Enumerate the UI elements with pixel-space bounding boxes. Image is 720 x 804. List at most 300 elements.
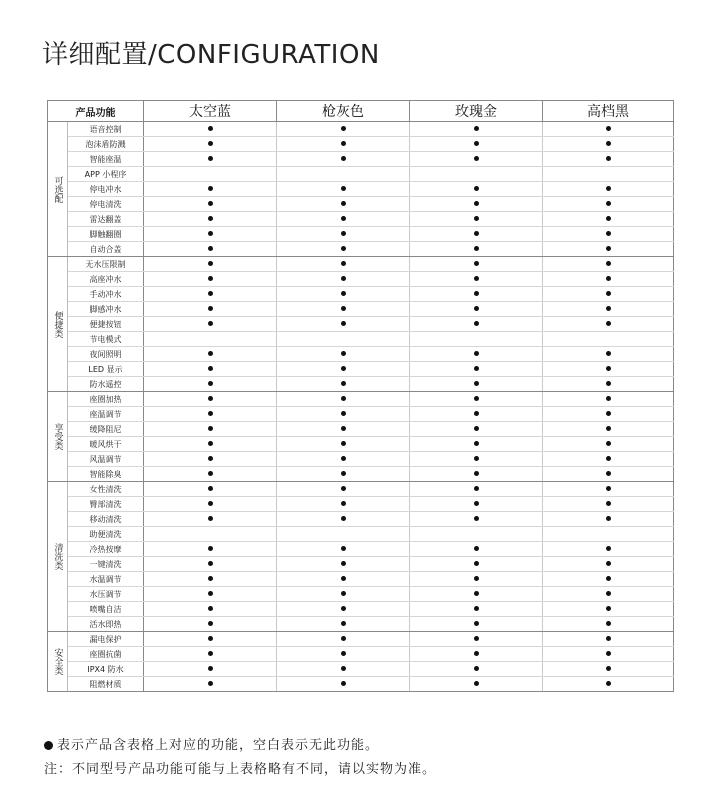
footnote: 注：不同型号产品功能可能与上表格略有不同，请以实物为准。 xyxy=(44,762,437,777)
table-row xyxy=(48,662,674,677)
included-dot-icon xyxy=(208,501,213,506)
feature-name: 停电清洗 xyxy=(68,197,144,212)
feature-name: 泡沫盾防溅 xyxy=(68,137,144,152)
availability-cell xyxy=(144,227,277,242)
availability-cell xyxy=(144,347,277,362)
availability-cell xyxy=(277,137,410,152)
availability-cell xyxy=(144,242,277,257)
feature-name: 脚感冲水 xyxy=(68,302,144,317)
availability-cell xyxy=(144,287,277,302)
availability-cell xyxy=(277,152,410,167)
availability-cell xyxy=(543,392,674,407)
availability-cell xyxy=(543,467,674,482)
included-dot-icon xyxy=(474,291,479,296)
availability-cell xyxy=(144,437,277,452)
feature-name: 停电冲水 xyxy=(68,182,144,197)
included-dot-icon xyxy=(474,321,479,326)
included-dot-icon xyxy=(341,666,346,671)
availability-cell xyxy=(543,332,674,347)
availability-cell xyxy=(410,527,543,542)
included-dot-icon xyxy=(341,261,346,266)
availability-cell xyxy=(277,527,410,542)
table-row xyxy=(48,512,674,527)
availability-cell xyxy=(543,452,674,467)
availability-cell xyxy=(144,512,277,527)
availability-cell xyxy=(277,317,410,332)
feature-name: 水压调节 xyxy=(68,587,144,602)
included-dot-icon xyxy=(606,441,611,446)
included-dot-icon xyxy=(341,456,346,461)
availability-cell xyxy=(277,227,410,242)
table-row xyxy=(48,167,674,182)
availability-cell xyxy=(410,167,543,182)
included-dot-icon xyxy=(474,126,479,131)
group-label: 可选配 xyxy=(48,122,68,257)
availability-cell xyxy=(410,317,543,332)
availability-cell xyxy=(543,422,674,437)
included-dot-icon xyxy=(341,246,346,251)
table-row xyxy=(48,122,674,137)
included-dot-icon xyxy=(474,606,479,611)
page-title: 详细配置/CONFIGURATION xyxy=(42,40,380,70)
availability-cell xyxy=(543,647,674,662)
included-dot-icon xyxy=(341,591,346,596)
included-dot-icon xyxy=(208,396,213,401)
included-dot-icon xyxy=(474,426,479,431)
group-label: 清洗类 xyxy=(48,482,68,632)
availability-cell xyxy=(543,287,674,302)
feature-name: 节电模式 xyxy=(68,332,144,347)
availability-cell xyxy=(410,287,543,302)
included-dot-icon xyxy=(474,231,479,236)
included-dot-icon xyxy=(341,501,346,506)
availability-cell xyxy=(144,332,277,347)
availability-cell xyxy=(144,482,277,497)
availability-cell xyxy=(543,152,674,167)
included-dot-icon xyxy=(474,651,479,656)
included-dot-icon xyxy=(208,186,213,191)
included-dot-icon xyxy=(606,651,611,656)
included-dot-icon xyxy=(606,501,611,506)
availability-cell xyxy=(277,422,410,437)
availability-cell xyxy=(543,512,674,527)
included-dot-icon xyxy=(341,366,346,371)
included-dot-icon xyxy=(606,381,611,386)
included-dot-icon xyxy=(208,426,213,431)
availability-cell xyxy=(410,482,543,497)
included-dot-icon xyxy=(606,621,611,626)
feature-name: 移动清洗 xyxy=(68,512,144,527)
table-row xyxy=(48,377,674,392)
feature-name: 臀部清洗 xyxy=(68,497,144,512)
included-dot-icon xyxy=(474,186,479,191)
feature-name: 座圈加热 xyxy=(68,392,144,407)
table-row xyxy=(48,422,674,437)
availability-cell xyxy=(277,212,410,227)
table-row xyxy=(48,437,674,452)
included-dot-icon xyxy=(606,591,611,596)
table-row xyxy=(48,527,674,542)
legend xyxy=(44,734,379,753)
included-dot-icon xyxy=(606,351,611,356)
included-dot-icon xyxy=(606,426,611,431)
table-row xyxy=(48,272,674,287)
availability-cell xyxy=(543,317,674,332)
included-dot-icon xyxy=(341,561,346,566)
availability-cell xyxy=(410,227,543,242)
included-dot-icon xyxy=(208,411,213,416)
included-dot-icon xyxy=(341,426,346,431)
included-dot-icon xyxy=(474,276,479,281)
included-dot-icon xyxy=(208,486,213,491)
availability-cell xyxy=(543,182,674,197)
included-dot-icon xyxy=(341,441,346,446)
availability-cell xyxy=(144,647,277,662)
included-dot-icon xyxy=(341,546,346,551)
included-dot-icon xyxy=(208,471,213,476)
availability-cell xyxy=(277,347,410,362)
table-row xyxy=(48,197,674,212)
availability-cell xyxy=(144,272,277,287)
included-dot-icon xyxy=(208,681,213,686)
feature-name: 水温调节 xyxy=(68,572,144,587)
included-dot-icon xyxy=(208,306,213,311)
availability-cell xyxy=(410,272,543,287)
availability-cell xyxy=(543,407,674,422)
availability-cell xyxy=(277,257,410,272)
availability-cell xyxy=(543,437,674,452)
availability-cell xyxy=(543,542,674,557)
availability-cell xyxy=(410,497,543,512)
included-dot-icon xyxy=(606,201,611,206)
included-dot-icon xyxy=(474,456,479,461)
availability-cell xyxy=(410,377,543,392)
availability-cell xyxy=(144,602,277,617)
availability-cell xyxy=(543,272,674,287)
included-dot-icon xyxy=(341,351,346,356)
configuration-table xyxy=(47,100,674,692)
feature-name: 夜间照明 xyxy=(68,347,144,362)
availability-cell xyxy=(543,122,674,137)
included-dot-icon xyxy=(208,651,213,656)
availability-cell xyxy=(543,662,674,677)
availability-cell xyxy=(543,362,674,377)
availability-cell xyxy=(144,407,277,422)
included-dot-icon xyxy=(474,381,479,386)
included-dot-icon xyxy=(606,561,611,566)
availability-cell xyxy=(277,647,410,662)
availability-cell xyxy=(410,617,543,632)
included-dot-icon xyxy=(606,486,611,491)
feature-name: APP 小程序 xyxy=(68,167,144,182)
feature-name: 冷热按摩 xyxy=(68,542,144,557)
availability-cell xyxy=(410,152,543,167)
availability-cell xyxy=(410,392,543,407)
availability-cell xyxy=(144,137,277,152)
table-header-row xyxy=(48,101,674,122)
availability-cell xyxy=(144,122,277,137)
availability-cell xyxy=(277,497,410,512)
availability-cell xyxy=(277,272,410,287)
availability-cell xyxy=(277,662,410,677)
table-row xyxy=(48,137,674,152)
availability-cell xyxy=(543,587,674,602)
included-dot-icon xyxy=(474,411,479,416)
availability-cell xyxy=(410,197,543,212)
included-dot-icon xyxy=(474,486,479,491)
availability-cell xyxy=(277,467,410,482)
included-dot-icon xyxy=(474,591,479,596)
included-dot-icon xyxy=(208,546,213,551)
included-dot-icon xyxy=(341,156,346,161)
included-dot-icon xyxy=(474,261,479,266)
included-dot-icon xyxy=(341,381,346,386)
table-row xyxy=(48,287,674,302)
included-dot-icon xyxy=(208,441,213,446)
feature-name: 自动合盖 xyxy=(68,242,144,257)
table-row xyxy=(48,557,674,572)
included-dot-icon xyxy=(208,246,213,251)
availability-cell xyxy=(410,302,543,317)
availability-cell xyxy=(277,542,410,557)
availability-cell xyxy=(410,647,543,662)
availability-cell xyxy=(144,167,277,182)
table-row xyxy=(48,317,674,332)
feature-name: IPX4 防水 xyxy=(68,662,144,677)
availability-cell xyxy=(543,302,674,317)
availability-cell xyxy=(543,257,674,272)
availability-cell xyxy=(410,662,543,677)
availability-cell xyxy=(410,512,543,527)
table-row xyxy=(48,242,674,257)
availability-cell xyxy=(144,362,277,377)
table-row xyxy=(48,212,674,227)
availability-cell xyxy=(410,332,543,347)
included-dot-icon xyxy=(341,276,346,281)
table-row xyxy=(48,257,674,272)
availability-cell xyxy=(543,557,674,572)
included-dot-icon xyxy=(341,606,346,611)
included-dot-icon xyxy=(606,636,611,641)
included-dot-icon xyxy=(606,366,611,371)
availability-cell xyxy=(543,242,674,257)
included-dot-icon xyxy=(341,126,346,131)
included-dot-icon xyxy=(474,351,479,356)
availability-cell xyxy=(410,557,543,572)
availability-cell xyxy=(543,677,674,692)
table-row xyxy=(48,542,674,557)
included-dot-icon xyxy=(606,261,611,266)
availability-cell xyxy=(144,557,277,572)
feature-name: 活水即热 xyxy=(68,617,144,632)
table-row xyxy=(48,392,674,407)
availability-cell xyxy=(144,587,277,602)
included-dot-icon xyxy=(474,396,479,401)
feature-name: 雷达翻盖 xyxy=(68,212,144,227)
included-dot-icon xyxy=(341,471,346,476)
feature-name: LED 显示 xyxy=(68,362,144,377)
table-row xyxy=(48,302,674,317)
availability-cell xyxy=(144,257,277,272)
availability-cell xyxy=(144,467,277,482)
model-column-header: 太空蓝 xyxy=(144,101,277,122)
included-dot-icon xyxy=(341,321,346,326)
included-dot-icon xyxy=(208,636,213,641)
included-dot-icon xyxy=(606,456,611,461)
included-dot-icon xyxy=(606,681,611,686)
availability-cell xyxy=(277,407,410,422)
included-dot-icon xyxy=(341,306,346,311)
included-dot-icon xyxy=(208,261,213,266)
included-dot-icon xyxy=(341,576,346,581)
included-dot-icon xyxy=(208,621,213,626)
availability-cell xyxy=(277,332,410,347)
included-dot-icon xyxy=(208,276,213,281)
availability-cell xyxy=(410,437,543,452)
availability-cell xyxy=(410,362,543,377)
availability-cell xyxy=(277,167,410,182)
table-row xyxy=(48,362,674,377)
table-row xyxy=(48,572,674,587)
availability-cell xyxy=(277,182,410,197)
feature-name: 无水压限制 xyxy=(68,257,144,272)
availability-cell xyxy=(277,572,410,587)
feature-name: 喷嘴自洁 xyxy=(68,602,144,617)
model-column-header: 枪灰色 xyxy=(277,101,410,122)
feature-name: 漏电保护 xyxy=(68,632,144,647)
included-dot-icon xyxy=(208,201,213,206)
availability-cell xyxy=(410,467,543,482)
availability-cell xyxy=(410,347,543,362)
availability-cell xyxy=(144,422,277,437)
availability-cell xyxy=(144,497,277,512)
included-dot-icon xyxy=(341,186,346,191)
availability-cell xyxy=(277,587,410,602)
feature-name: 智能座温 xyxy=(68,152,144,167)
availability-cell xyxy=(543,572,674,587)
included-dot-icon xyxy=(474,366,479,371)
included-dot-icon xyxy=(606,306,611,311)
availability-cell xyxy=(543,497,674,512)
table-row xyxy=(48,482,674,497)
availability-cell xyxy=(543,197,674,212)
table-row xyxy=(48,407,674,422)
table-row xyxy=(48,332,674,347)
feature-name: 暖风烘干 xyxy=(68,437,144,452)
included-dot-icon xyxy=(474,636,479,641)
availability-cell xyxy=(144,632,277,647)
included-dot-icon xyxy=(606,231,611,236)
availability-cell xyxy=(277,242,410,257)
legend-text: 表示产品含表格上对应的功能，空白表示无此功能。 xyxy=(57,738,380,753)
included-dot-icon xyxy=(606,666,611,671)
table-row xyxy=(48,497,674,512)
feature-name: 智能除臭 xyxy=(68,467,144,482)
availability-cell xyxy=(144,392,277,407)
included-dot-icon xyxy=(474,471,479,476)
feature-name: 语音控制 xyxy=(68,122,144,137)
availability-cell xyxy=(277,602,410,617)
included-dot-icon xyxy=(606,411,611,416)
availability-cell xyxy=(144,452,277,467)
included-dot-icon xyxy=(341,141,346,146)
included-dot-icon xyxy=(341,621,346,626)
included-dot-icon xyxy=(208,561,213,566)
availability-cell xyxy=(410,122,543,137)
availability-cell xyxy=(144,572,277,587)
table-row xyxy=(48,587,674,602)
availability-cell xyxy=(410,677,543,692)
availability-cell xyxy=(277,452,410,467)
group-label: 便捷类 xyxy=(48,257,68,392)
availability-cell xyxy=(277,512,410,527)
included-dot-icon xyxy=(341,411,346,416)
availability-cell xyxy=(543,377,674,392)
included-dot-icon xyxy=(606,396,611,401)
availability-cell xyxy=(410,542,543,557)
included-dot-icon xyxy=(208,291,213,296)
availability-cell xyxy=(144,302,277,317)
table-row xyxy=(48,347,674,362)
availability-cell xyxy=(277,677,410,692)
included-dot-icon xyxy=(341,651,346,656)
availability-cell xyxy=(543,482,674,497)
feature-name: 风温调节 xyxy=(68,452,144,467)
included-dot-icon xyxy=(208,216,213,221)
availability-cell xyxy=(410,422,543,437)
availability-cell xyxy=(410,257,543,272)
availability-cell xyxy=(144,377,277,392)
group-label: 享受类 xyxy=(48,392,68,482)
availability-cell xyxy=(410,407,543,422)
included-dot-icon xyxy=(606,126,611,131)
availability-cell xyxy=(144,542,277,557)
included-dot-icon xyxy=(208,156,213,161)
included-dot-icon xyxy=(606,246,611,251)
availability-cell xyxy=(543,617,674,632)
included-dot-icon xyxy=(474,561,479,566)
included-dot-icon xyxy=(208,606,213,611)
included-dot-icon xyxy=(606,141,611,146)
availability-cell xyxy=(277,632,410,647)
included-dot-icon xyxy=(208,321,213,326)
availability-cell xyxy=(543,347,674,362)
feature-name: 防水遥控 xyxy=(68,377,144,392)
availability-cell xyxy=(410,212,543,227)
feature-column-header: 产品功能 xyxy=(48,101,144,122)
feature-name: 便捷按钮 xyxy=(68,317,144,332)
included-dot-icon xyxy=(208,351,213,356)
included-dot-icon xyxy=(606,186,611,191)
availability-cell xyxy=(277,377,410,392)
included-dot-icon xyxy=(474,621,479,626)
feature-name: 缓降阻尼 xyxy=(68,422,144,437)
availability-cell xyxy=(410,182,543,197)
included-dot-icon xyxy=(208,591,213,596)
included-dot-icon xyxy=(208,126,213,131)
availability-cell xyxy=(410,602,543,617)
availability-cell xyxy=(543,527,674,542)
availability-cell xyxy=(410,572,543,587)
table-row xyxy=(48,677,674,692)
availability-cell xyxy=(543,167,674,182)
included-dot-icon xyxy=(341,636,346,641)
included-dot-icon xyxy=(341,291,346,296)
included-dot-icon xyxy=(208,366,213,371)
availability-cell xyxy=(277,482,410,497)
table-row xyxy=(48,227,674,242)
availability-cell xyxy=(410,137,543,152)
